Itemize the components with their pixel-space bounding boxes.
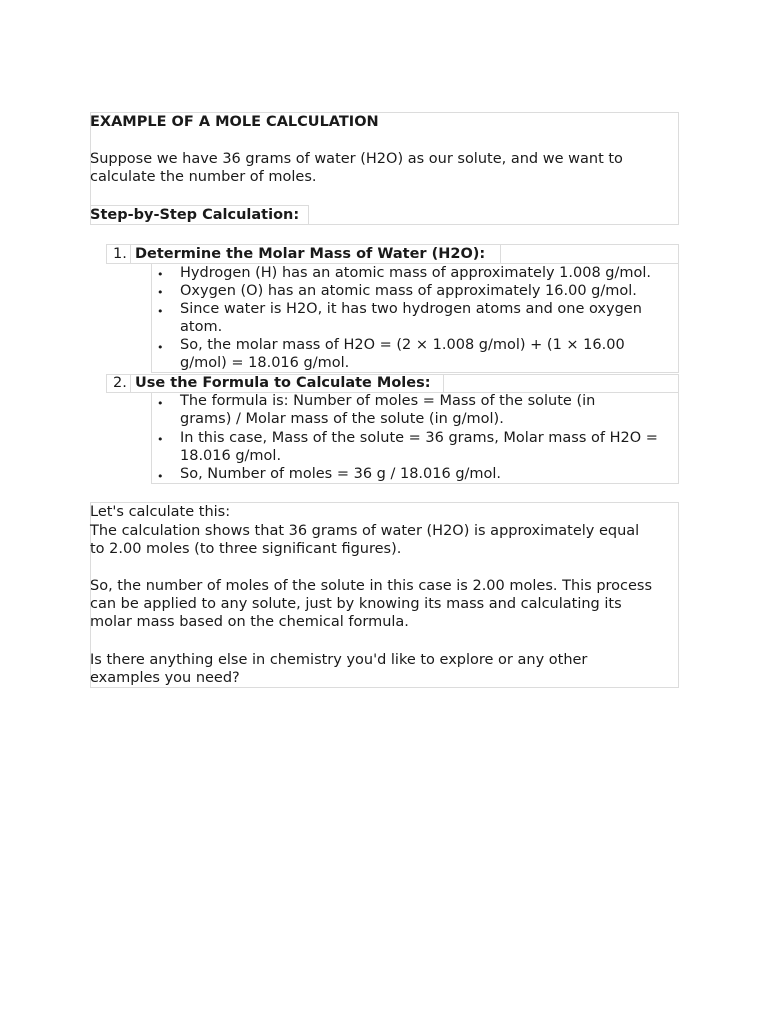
step-1-bullet-4: So, the molar mass of H2O = (2 × 1.008 g/mol) + (1 × 16.00 g/mol) = 18.016 g/mol. — [180, 337, 625, 371]
step-1-heading: Determine the Molar Mass of Water (H2O): — [135, 246, 486, 262]
bullet-marker: • — [157, 305, 164, 318]
bullet-marker: • — [157, 470, 164, 483]
step-1-number: 1. — [113, 246, 127, 262]
bullet-marker: • — [157, 433, 164, 446]
calc-intro: Let's calculate this: — [90, 504, 231, 520]
step-2-bullet-2: In this case, Mass of the solute = 36 grams, Molar mass of H2O = 18.016 g/mol. — [180, 430, 658, 464]
result-paragraph: The calculation shows that 36 grams of water (H2O) is approximately equal to 2.00 moles (to three significant figures). — [90, 523, 640, 557]
bullet-marker: • — [157, 341, 164, 354]
question-paragraph: Is there anything else in chemistry you'd like to explore or any other examples you need? — [90, 652, 588, 686]
bullet-marker: • — [157, 268, 164, 281]
step-1-bullet-2: Oxygen (O) has an atomic mass of approximately 16.00 g/mol. — [180, 283, 637, 299]
intro-paragraph: Suppose we have 36 grams of water (H2O) as our solute, and we want to calculate the number of moles. — [90, 151, 623, 185]
step-2-bullet-1: The formula is: Number of moles = Mass of the solute (in grams) / Molar mass of the solute (in g/mol). — [180, 393, 596, 427]
document-title: EXAMPLE OF A MOLE CALCULATION — [90, 114, 379, 130]
step-1-bullet-3: Since water is H2O, it has two hydrogen atoms and one oxygen atom. — [180, 301, 642, 335]
bullet-marker: • — [157, 286, 164, 299]
step-1-bullet-1: Hydrogen (H) has an atomic mass of approximately 1.008 g/mol. — [180, 265, 652, 281]
step-heading: Step-by-Step Calculation: — [90, 207, 300, 223]
step-2-number: 2. — [113, 375, 127, 391]
step-1-heading-box — [130, 244, 501, 264]
step-2-heading-box — [130, 374, 444, 393]
bullet-marker: • — [157, 397, 164, 410]
step-2-heading: Use the Formula to Calculate Moles: — [135, 375, 431, 391]
step-2-bullet-3: So, Number of moles = 36 g / 18.016 g/mol. — [180, 466, 502, 482]
conclusion-paragraph: So, the number of moles of the solute in this case is 2.00 moles. This process can be applied to any solute, just by knowing its mass and calculating its molar mass based on the chemical formula. — [90, 578, 653, 630]
